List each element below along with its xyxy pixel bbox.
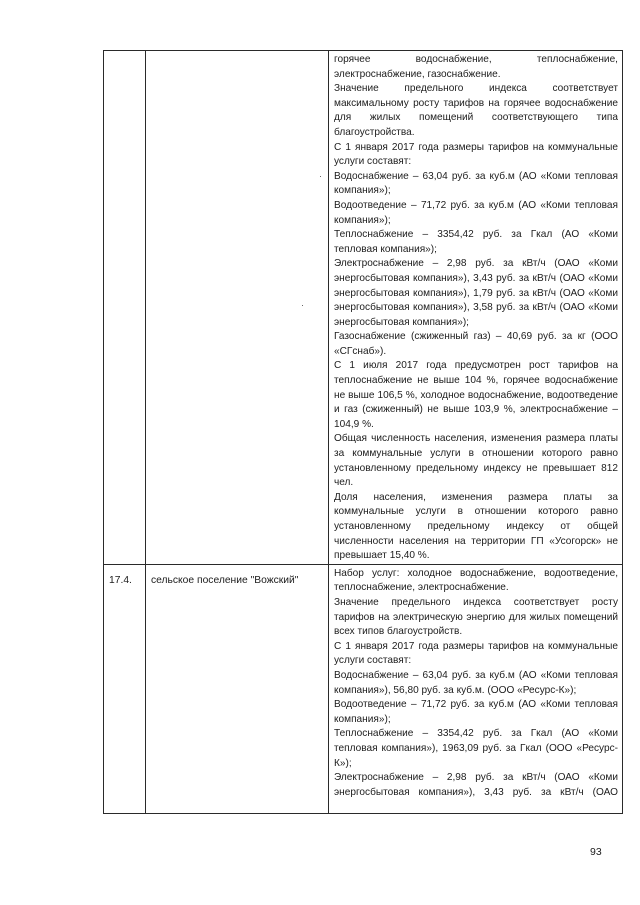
paragraph: горячее водоснабжение, теплоснабжение, электроснабжение, газоснабжение.: [334, 54, 618, 80]
paragraph: Доля населения, изменения размера платы за коммунальные услуги в отношении которого равно установленному предельному индексу от общей численности населения на территории ГП «Усогорск» не превышает 15,40 %.: [334, 491, 618, 562]
paragraph: Общая численность населения, изменения размера платы за коммунальные услуги в отношении которого равно установленному предельному индексу не превышает 812 чел.: [334, 433, 618, 489]
description-text: [329, 51, 622, 564]
paragraph: Водоотведение – 71,72 руб. за куб.м (АО «Коми тепловая компания»);: [334, 699, 618, 725]
row-number-cell: [104, 564, 146, 813]
settlement-name: сельское поселение "Вожский": [151, 574, 299, 586]
row-name-cell: [146, 51, 329, 565]
row-description-cell: [329, 564, 623, 813]
paragraph: Электроснабжение – 2,98 руб. за кВт/ч (ОАО «Коми энергосбытовая компания»), 3,43 руб. за кВт/ч (ОАО: [334, 772, 618, 798]
row-number: [104, 51, 145, 60]
table-row: [104, 564, 623, 813]
row-number-cell: [104, 51, 146, 565]
paragraph: Значение предельного индекса соответствует максимальному росту тарифов на горячее водоснабжение для жилых помещений соответствующего типа благоустройства.: [334, 83, 618, 138]
scan-speck: [302, 305, 303, 306]
table-row: [104, 51, 623, 565]
row-name-cell: [146, 564, 329, 813]
paragraph: С 1 июля 2017 года предусмотрен рост тарифов на теплоснабжение не выше 104 %, горячее водоснабжение не выше 106,5 %, холодное водоснабжение, водоотведение и газ (сжиженный) не выше 103,9 %, электроснабжение – 104,9 %.: [334, 360, 618, 430]
paragraph: Электроснабжение – 2,98 руб. за кВт/ч (ОАО «Коми энергосбытовая компания»), 3,43 руб. за кВт/ч (ОАО «Коми энергосбытовая компания»), 1,79 руб. за кВт/ч (ОАО «Коми энергосбытовая компания»), 3,58 руб. за кВт/ч (ОАО «Коми энергосбытовая компания»);: [334, 258, 618, 328]
paragraph: Значение предельного индекса соответствует росту тарифов на электрическую энергию для жилых помещений всех типов благоустройств.: [334, 596, 618, 638]
paragraph: С 1 января 2017 года размеры тарифов на коммунальные услуги составят:: [334, 640, 618, 667]
paragraph: Водоснабжение – 63,04 руб. за куб.м (АО «Коми тепловая компания»);: [334, 170, 618, 197]
paragraph: Водоснабжение – 63,04 руб. за куб.м (АО «Коми тепловая компания»), 56,80 руб. за куб.м. (ООО «Ресурс-К»);: [334, 669, 618, 696]
paragraph: Набор услуг: холодное водоснабжение, водоотведение, теплоснабжение, электроснабжение.: [334, 567, 618, 594]
paragraph: Газоснабжение (сжиженный газ) – 40,69 руб. за кг (ООО «СГснаб»).: [334, 331, 618, 357]
description-text: [329, 565, 622, 813]
settlement-name: [146, 51, 328, 60]
tariff-table: [103, 50, 623, 814]
page-number: 93: [590, 846, 602, 858]
scan-speck: [320, 176, 321, 177]
paragraph: Водоотведение – 71,72 руб. за куб.м (АО «Коми тепловая компания»);: [334, 199, 618, 226]
row-number: 17.4.: [109, 574, 132, 586]
paragraph: Теплоснабжение – 3354,42 руб. за Гкал (АО «Коми тепловая компания»), 1963,09 руб. за Гкал (ООО «Ресурс-К»);: [334, 728, 618, 769]
paragraph: С 1 января 2017 года размеры тарифов на коммунальные услуги составят:: [334, 141, 618, 168]
row-description-cell: [329, 51, 623, 565]
paragraph: Теплоснабжение – 3354,42 руб. за Гкал (АО «Коми тепловая компания»);: [334, 229, 618, 255]
